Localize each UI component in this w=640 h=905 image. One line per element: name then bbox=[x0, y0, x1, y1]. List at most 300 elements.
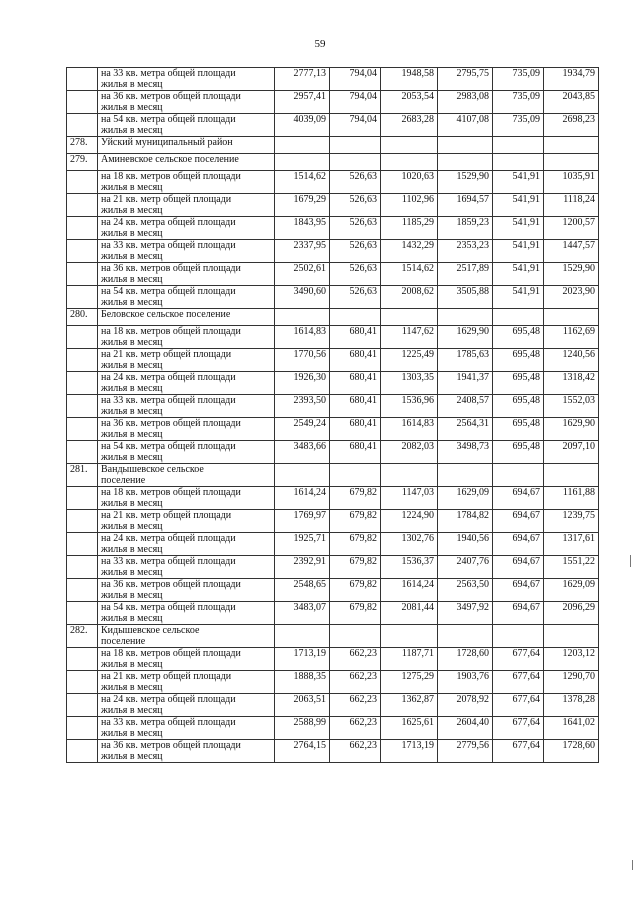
row-description bbox=[98, 418, 275, 441]
value-cell: 1769,97 bbox=[275, 510, 330, 533]
value-cell bbox=[544, 309, 599, 326]
row-description bbox=[98, 217, 275, 240]
description-line: на 18 кв. метров общей площади bbox=[101, 171, 241, 182]
value-cell: 680,41 bbox=[330, 441, 381, 464]
row-description bbox=[98, 648, 275, 671]
value-cell bbox=[493, 154, 544, 171]
value-cell: 1629,09 bbox=[544, 579, 599, 602]
description-line: Аминевское сельское поселение bbox=[101, 154, 239, 165]
table-row bbox=[67, 349, 599, 372]
description-line: жилья в месяц bbox=[101, 613, 163, 624]
description-line: на 21 кв. метр общей площади bbox=[101, 671, 232, 682]
value-cell: 2063,51 bbox=[275, 694, 330, 717]
value-cell: 3505,88 bbox=[438, 286, 493, 309]
row-description bbox=[98, 68, 275, 91]
row-description bbox=[98, 240, 275, 263]
description-line: на 18 кв. метров общей площади bbox=[101, 487, 241, 498]
scan-edge-mark bbox=[630, 555, 631, 567]
table-row bbox=[67, 372, 599, 395]
value-cell: 735,09 bbox=[493, 114, 544, 137]
value-cell: 1713,19 bbox=[275, 648, 330, 671]
table-row bbox=[67, 579, 599, 602]
value-cell: 2096,29 bbox=[544, 602, 599, 625]
value-cell: 2764,15 bbox=[275, 740, 330, 763]
value-cell: 1713,19 bbox=[381, 740, 438, 763]
description-line: жилья в месяц bbox=[101, 544, 163, 555]
settlement-row bbox=[67, 625, 599, 648]
value-cell: 3497,92 bbox=[438, 602, 493, 625]
value-cell: 1625,61 bbox=[381, 717, 438, 740]
table-row bbox=[67, 194, 599, 217]
row-description bbox=[98, 464, 275, 487]
value-cell: 1536,96 bbox=[381, 395, 438, 418]
description-line: на 33 кв. метра общей площади bbox=[101, 395, 236, 406]
value-cell: 677,64 bbox=[493, 740, 544, 763]
value-cell: 1147,62 bbox=[381, 326, 438, 349]
value-cell: 677,64 bbox=[493, 648, 544, 671]
value-cell: 694,67 bbox=[493, 579, 544, 602]
row-description bbox=[98, 510, 275, 533]
description-line: поселение bbox=[101, 636, 146, 647]
row-number bbox=[67, 556, 98, 579]
value-cell: 2337,95 bbox=[275, 240, 330, 263]
value-cell: 680,41 bbox=[330, 395, 381, 418]
description-line: жилья в месяц bbox=[101, 79, 163, 90]
settlement-row bbox=[67, 154, 599, 171]
settlement-row bbox=[67, 309, 599, 326]
value-cell: 2563,50 bbox=[438, 579, 493, 602]
value-cell bbox=[544, 464, 599, 487]
description-line: на 36 кв. метров общей площади bbox=[101, 579, 241, 590]
row-number bbox=[67, 194, 98, 217]
description-line: жилья в месяц bbox=[101, 360, 163, 371]
value-cell: 2081,44 bbox=[381, 602, 438, 625]
description-line: жилья в месяц bbox=[101, 728, 163, 739]
description-line: жилья в месяц bbox=[101, 383, 163, 394]
value-cell: 526,63 bbox=[330, 194, 381, 217]
row-number bbox=[67, 510, 98, 533]
description-line: на 36 кв. метров общей площади bbox=[101, 418, 241, 429]
description-line: жилья в месяц bbox=[101, 659, 163, 670]
value-cell: 1318,42 bbox=[544, 372, 599, 395]
table-row bbox=[67, 326, 599, 349]
value-cell: 1161,88 bbox=[544, 487, 599, 510]
value-cell: 526,63 bbox=[330, 240, 381, 263]
value-cell bbox=[544, 154, 599, 171]
value-cell: 1629,09 bbox=[438, 487, 493, 510]
value-cell: 680,41 bbox=[330, 372, 381, 395]
value-cell: 677,64 bbox=[493, 717, 544, 740]
table-row bbox=[67, 717, 599, 740]
description-line: жилья в месяц bbox=[101, 251, 163, 262]
row-description bbox=[98, 194, 275, 217]
table-row bbox=[67, 740, 599, 763]
description-line: жилья в месяц bbox=[101, 682, 163, 693]
value-cell bbox=[438, 309, 493, 326]
value-cell: 662,23 bbox=[330, 740, 381, 763]
value-cell: 735,09 bbox=[493, 91, 544, 114]
value-cell: 1679,29 bbox=[275, 194, 330, 217]
value-cell: 1514,62 bbox=[275, 171, 330, 194]
description-line: на 24 кв. метра общей площади bbox=[101, 372, 236, 383]
table-row bbox=[67, 602, 599, 625]
row-description bbox=[98, 717, 275, 740]
description-line: жилья в месяц bbox=[101, 228, 163, 239]
row-number bbox=[67, 372, 98, 395]
description-line: жилья в месяц bbox=[101, 205, 163, 216]
value-cell: 1224,90 bbox=[381, 510, 438, 533]
value-cell: 1843,95 bbox=[275, 217, 330, 240]
page-number: 59 bbox=[314, 38, 326, 50]
value-cell bbox=[438, 154, 493, 171]
value-cell bbox=[275, 464, 330, 487]
value-cell: 1784,82 bbox=[438, 510, 493, 533]
table-row bbox=[67, 694, 599, 717]
value-cell: 679,82 bbox=[330, 510, 381, 533]
description-line: на 36 кв. метров общей площади bbox=[101, 91, 241, 102]
description-line: жилья в месяц bbox=[101, 705, 163, 716]
value-cell bbox=[381, 625, 438, 648]
value-cell: 2097,10 bbox=[544, 441, 599, 464]
row-description bbox=[98, 286, 275, 309]
value-cell: 1888,35 bbox=[275, 671, 330, 694]
value-cell: 1147,03 bbox=[381, 487, 438, 510]
value-cell: 4107,08 bbox=[438, 114, 493, 137]
value-cell bbox=[438, 625, 493, 648]
row-description bbox=[98, 171, 275, 194]
value-cell: 1536,37 bbox=[381, 556, 438, 579]
value-cell: 2408,57 bbox=[438, 395, 493, 418]
value-cell: 2548,65 bbox=[275, 579, 330, 602]
row-number: 281. bbox=[67, 464, 98, 487]
table-body bbox=[67, 68, 599, 763]
value-cell: 2549,24 bbox=[275, 418, 330, 441]
row-number bbox=[67, 671, 98, 694]
value-cell: 662,23 bbox=[330, 648, 381, 671]
value-cell: 2008,62 bbox=[381, 286, 438, 309]
description-line: на 33 кв. метра общей площади bbox=[101, 556, 236, 567]
value-cell: 1362,87 bbox=[381, 694, 438, 717]
value-cell: 2043,85 bbox=[544, 91, 599, 114]
row-description bbox=[98, 487, 275, 510]
description-line: жилья в месяц bbox=[101, 406, 163, 417]
row-number bbox=[67, 349, 98, 372]
description-line: на 36 кв. метров общей площади bbox=[101, 740, 241, 751]
row-number bbox=[67, 171, 98, 194]
table-row bbox=[67, 240, 599, 263]
value-cell: 2604,40 bbox=[438, 717, 493, 740]
row-description bbox=[98, 91, 275, 114]
description-line: жилья в месяц bbox=[101, 452, 163, 463]
row-description bbox=[98, 114, 275, 137]
settlement-row bbox=[67, 464, 599, 487]
value-cell: 1302,76 bbox=[381, 533, 438, 556]
value-cell: 3483,66 bbox=[275, 441, 330, 464]
value-cell: 677,64 bbox=[493, 694, 544, 717]
description-line: на 18 кв. метров общей площади bbox=[101, 648, 241, 659]
value-cell: 1641,02 bbox=[544, 717, 599, 740]
value-cell: 2082,03 bbox=[381, 441, 438, 464]
table-row bbox=[67, 648, 599, 671]
row-description bbox=[98, 671, 275, 694]
value-cell bbox=[381, 309, 438, 326]
description-line: жилья в месяц bbox=[101, 182, 163, 193]
value-cell bbox=[275, 309, 330, 326]
value-cell: 662,23 bbox=[330, 694, 381, 717]
value-cell: 1948,58 bbox=[381, 68, 438, 91]
row-description bbox=[98, 309, 275, 326]
value-cell: 680,41 bbox=[330, 326, 381, 349]
tariff-table bbox=[66, 67, 599, 763]
value-cell bbox=[330, 464, 381, 487]
value-cell: 2983,08 bbox=[438, 91, 493, 114]
value-cell: 1290,70 bbox=[544, 671, 599, 694]
value-cell: 1203,12 bbox=[544, 648, 599, 671]
description-line: жилья в месяц bbox=[101, 102, 163, 113]
value-cell: 695,48 bbox=[493, 418, 544, 441]
row-number bbox=[67, 68, 98, 91]
value-cell: 1770,56 bbox=[275, 349, 330, 372]
row-number bbox=[67, 418, 98, 441]
description-line: Уйский муниципальный район bbox=[101, 137, 233, 148]
row-description bbox=[98, 395, 275, 418]
value-cell: 2392,91 bbox=[275, 556, 330, 579]
value-cell: 526,63 bbox=[330, 286, 381, 309]
value-cell bbox=[381, 154, 438, 171]
row-number bbox=[67, 395, 98, 418]
row-description bbox=[98, 154, 275, 171]
value-cell: 1934,79 bbox=[544, 68, 599, 91]
value-cell: 695,48 bbox=[493, 395, 544, 418]
value-cell: 1529,90 bbox=[544, 263, 599, 286]
table-row bbox=[67, 114, 599, 137]
value-cell bbox=[381, 137, 438, 154]
row-description bbox=[98, 441, 275, 464]
description-line: жилья в месяц bbox=[101, 590, 163, 601]
value-cell: 695,48 bbox=[493, 372, 544, 395]
description-line: на 24 кв. метра общей площади bbox=[101, 533, 236, 544]
value-cell: 526,63 bbox=[330, 171, 381, 194]
row-number: 280. bbox=[67, 309, 98, 326]
value-cell: 695,48 bbox=[493, 441, 544, 464]
value-cell: 1614,83 bbox=[275, 326, 330, 349]
value-cell: 2957,41 bbox=[275, 91, 330, 114]
description-line: на 54 кв. метра общей площади bbox=[101, 114, 236, 125]
value-cell bbox=[493, 137, 544, 154]
description-line: на 24 кв. метра общей площади bbox=[101, 217, 236, 228]
value-cell: 677,64 bbox=[493, 671, 544, 694]
row-number bbox=[67, 648, 98, 671]
value-cell: 1514,62 bbox=[381, 263, 438, 286]
row-description bbox=[98, 263, 275, 286]
value-cell bbox=[493, 464, 544, 487]
value-cell: 1432,29 bbox=[381, 240, 438, 263]
value-cell: 1940,56 bbox=[438, 533, 493, 556]
value-cell: 694,67 bbox=[493, 602, 544, 625]
value-cell: 1629,90 bbox=[438, 326, 493, 349]
table-row bbox=[67, 395, 599, 418]
table-row bbox=[67, 286, 599, 309]
description-line: жилья в месяц bbox=[101, 125, 163, 136]
table-row bbox=[67, 441, 599, 464]
value-cell: 1614,83 bbox=[381, 418, 438, 441]
description-line: на 21 кв. метр общей площади bbox=[101, 194, 232, 205]
value-cell: 1551,22 bbox=[544, 556, 599, 579]
table-row bbox=[67, 263, 599, 286]
value-cell bbox=[330, 137, 381, 154]
value-cell: 2795,75 bbox=[438, 68, 493, 91]
description-line: на 33 кв. метра общей площади bbox=[101, 240, 236, 251]
value-cell: 1728,60 bbox=[438, 648, 493, 671]
value-cell: 794,04 bbox=[330, 114, 381, 137]
value-cell: 1185,29 bbox=[381, 217, 438, 240]
value-cell: 679,82 bbox=[330, 487, 381, 510]
value-cell: 2777,13 bbox=[275, 68, 330, 91]
description-line: на 33 кв. метра общей площади bbox=[101, 68, 236, 79]
row-description bbox=[98, 625, 275, 648]
value-cell bbox=[438, 464, 493, 487]
value-cell: 2023,90 bbox=[544, 286, 599, 309]
value-cell: 1614,24 bbox=[275, 487, 330, 510]
value-cell: 662,23 bbox=[330, 671, 381, 694]
description-line: жилья в месяц bbox=[101, 429, 163, 440]
value-cell: 1941,37 bbox=[438, 372, 493, 395]
value-cell bbox=[275, 625, 330, 648]
value-cell: 2779,56 bbox=[438, 740, 493, 763]
table-row bbox=[67, 510, 599, 533]
value-cell: 1614,24 bbox=[381, 579, 438, 602]
value-cell: 1240,56 bbox=[544, 349, 599, 372]
row-number bbox=[67, 263, 98, 286]
value-cell: 694,67 bbox=[493, 510, 544, 533]
value-cell: 541,91 bbox=[493, 194, 544, 217]
value-cell bbox=[544, 137, 599, 154]
value-cell: 1529,90 bbox=[438, 171, 493, 194]
value-cell: 694,67 bbox=[493, 556, 544, 579]
value-cell: 2078,92 bbox=[438, 694, 493, 717]
value-cell bbox=[493, 625, 544, 648]
row-description bbox=[98, 349, 275, 372]
row-description bbox=[98, 694, 275, 717]
value-cell bbox=[275, 137, 330, 154]
description-line: на 33 кв. метра общей площади bbox=[101, 717, 236, 728]
row-number: 278. bbox=[67, 137, 98, 154]
row-number bbox=[67, 602, 98, 625]
scan-edge-mark bbox=[632, 860, 633, 870]
description-line: на 18 кв. метров общей площади bbox=[101, 326, 241, 337]
row-number: 279. bbox=[67, 154, 98, 171]
value-cell: 526,63 bbox=[330, 263, 381, 286]
row-description bbox=[98, 579, 275, 602]
value-cell bbox=[330, 154, 381, 171]
value-cell: 1447,57 bbox=[544, 240, 599, 263]
description-line: на 36 кв. метров общей площади bbox=[101, 263, 241, 274]
row-number bbox=[67, 91, 98, 114]
value-cell bbox=[544, 625, 599, 648]
table-row bbox=[67, 533, 599, 556]
description-line: на 54 кв. метра общей площади bbox=[101, 602, 236, 613]
value-cell: 1275,29 bbox=[381, 671, 438, 694]
description-line: на 21 кв. метр общей площади bbox=[101, 349, 232, 360]
row-number bbox=[67, 579, 98, 602]
row-description bbox=[98, 602, 275, 625]
value-cell: 541,91 bbox=[493, 240, 544, 263]
table-row bbox=[67, 671, 599, 694]
value-cell: 1162,69 bbox=[544, 326, 599, 349]
row-description bbox=[98, 326, 275, 349]
value-cell: 1903,76 bbox=[438, 671, 493, 694]
table-row bbox=[67, 68, 599, 91]
value-cell: 679,82 bbox=[330, 556, 381, 579]
value-cell: 694,67 bbox=[493, 487, 544, 510]
value-cell: 1317,61 bbox=[544, 533, 599, 556]
description-line: жилья в месяц bbox=[101, 337, 163, 348]
value-cell: 3483,07 bbox=[275, 602, 330, 625]
description-line: на 24 кв. метра общей площади bbox=[101, 694, 236, 705]
district-row bbox=[67, 137, 599, 154]
table-row bbox=[67, 171, 599, 194]
value-cell: 541,91 bbox=[493, 286, 544, 309]
value-cell: 679,82 bbox=[330, 579, 381, 602]
value-cell: 1728,60 bbox=[544, 740, 599, 763]
description-line: жилья в месяц bbox=[101, 567, 163, 578]
row-description bbox=[98, 740, 275, 763]
description-line: жилья в месяц bbox=[101, 297, 163, 308]
value-cell: 694,67 bbox=[493, 533, 544, 556]
value-cell: 541,91 bbox=[493, 217, 544, 240]
value-cell: 1118,24 bbox=[544, 194, 599, 217]
value-cell: 1187,71 bbox=[381, 648, 438, 671]
value-cell: 2517,89 bbox=[438, 263, 493, 286]
value-cell bbox=[381, 464, 438, 487]
row-number bbox=[67, 114, 98, 137]
row-number bbox=[67, 487, 98, 510]
value-cell: 680,41 bbox=[330, 349, 381, 372]
row-number bbox=[67, 533, 98, 556]
value-cell: 695,48 bbox=[493, 349, 544, 372]
value-cell: 679,82 bbox=[330, 602, 381, 625]
value-cell: 2053,54 bbox=[381, 91, 438, 114]
value-cell: 695,48 bbox=[493, 326, 544, 349]
value-cell: 735,09 bbox=[493, 68, 544, 91]
value-cell bbox=[275, 154, 330, 171]
value-cell: 1926,30 bbox=[275, 372, 330, 395]
value-cell: 2588,99 bbox=[275, 717, 330, 740]
value-cell: 1378,28 bbox=[544, 694, 599, 717]
row-number bbox=[67, 694, 98, 717]
table-row bbox=[67, 91, 599, 114]
description-line: жилья в месяц bbox=[101, 521, 163, 532]
description-line: на 21 кв. метр общей площади bbox=[101, 510, 232, 521]
value-cell: 2564,31 bbox=[438, 418, 493, 441]
row-number bbox=[67, 240, 98, 263]
description-line: жилья в месяц bbox=[101, 751, 163, 762]
description-line: Вандышевское сельское bbox=[101, 464, 204, 475]
description-line: Беловское сельское поселение bbox=[101, 309, 231, 320]
row-number: 282. bbox=[67, 625, 98, 648]
value-cell: 1102,96 bbox=[381, 194, 438, 217]
value-cell: 1552,03 bbox=[544, 395, 599, 418]
table-row bbox=[67, 418, 599, 441]
value-cell: 526,63 bbox=[330, 217, 381, 240]
value-cell: 794,04 bbox=[330, 68, 381, 91]
value-cell: 1225,49 bbox=[381, 349, 438, 372]
value-cell bbox=[493, 309, 544, 326]
description-line: поселение bbox=[101, 475, 146, 486]
value-cell: 1035,91 bbox=[544, 171, 599, 194]
value-cell: 679,82 bbox=[330, 533, 381, 556]
row-description bbox=[98, 372, 275, 395]
